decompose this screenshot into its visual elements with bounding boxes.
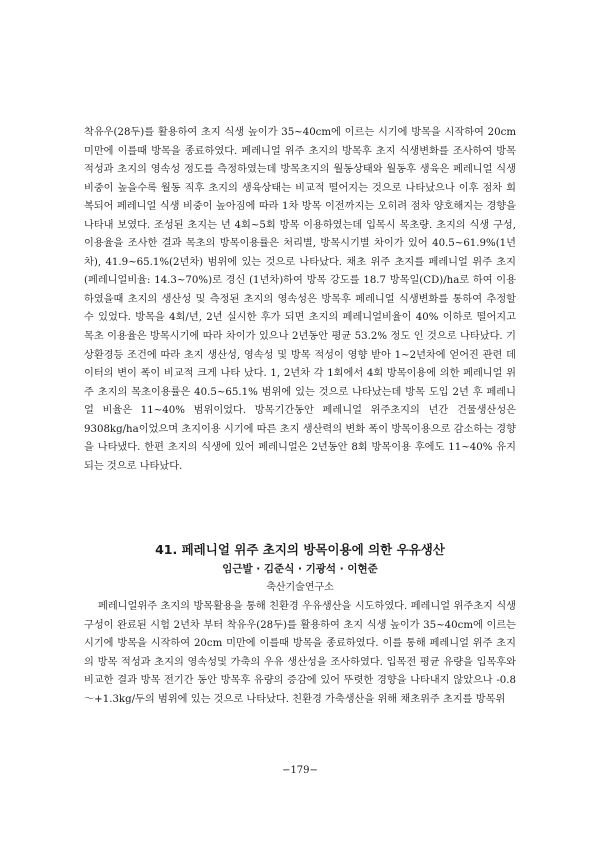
body-paragraph-continued: 착유우(28두)를 활용하여 초지 식생 높이가 35~40cm에 이르는 시기에 방목을 시작하여 20cm 미만에 이를때 방목을 종료하였다. 페레니얼 위주 초지의 방목후 초지 식생변화를 조사하여 방목 적성과 초지의 영속성 정도를 측정하였는데 방목초지의 월동상태와 월동후 생육은 페레니얼 식생 비중이 높을수록 월동 직후 초지의 생육상태는 비교적 떨어지는 것으로 나타났으나 이후 점차 회복되어 페레니얼 식생 비중이 높아짐에 따라 1차 방목 이전까지는 오히려 점차 양호해지는 경향을 나타내 보였다. 조성된 초지는 년 4회~5회 방목 이용하였는데 입목시 목초량. 초지의 식생 구성, 이용율을 조사한 결과 목초의 방목이용률은 처리별, 방목시기별 차이가 있어 40.5~61.9%(1년차), 41.9~65.1%(2년차) 범위에 있는 것으로 나타났다. 채초 위주 초지를 페레니얼 위주 초지(페레니얼비율: 14.3~70%)로 경신 (1년차)하여 방목 강도를 18.7 방목일(CD)/ha로 하여 이용하였을때 초지의 생산성 및 측정된 초지의 영속성은 방목후 페레니얼 식생변화를 통하여 추정할 수 있었다. 방목을 4회/년, 2년 실시한 후가 되면 초지의 페레니얼비율이 40% 이하로 떨어지고 목초 이용율은 방목시기에 따라 차이가 있으나 2년동안 평균 53.2% 정도 인 것으로 나타났다. 기상환경등 조건에 따라 초지 생산성, 영속성 및 방목 적성이 영향 받아 1~2년차에 얻어진 관련 데이터의 변이 폭이 비교적 크게 나타 났다. 1, 2년차 각 1회에서 4회 방목이용에 의한 페레니얼 위주 초지의 목초이용률은 40.5~65.1% 범위에 있는 것으로 나타났는데 방목 도입 2년 후 페레니얼 비율은 11~40% 범위이었다. 방목기간동안 페레니얼 위주초지의 년간 건물생산성은 9308kg/ha이었으며 초지이용 시기에 따른 초지 생산력의 변화 폭이 방목이용으로 감소하는 경향을 나타냈다. 한편 초지의 식생에 있어 페레니얼은 2년동안 8회 방목이용 후에도 11~40% 유지되는 것으로 나타났다. [84, 127, 516, 472]
page-number: −179− [282, 765, 318, 776]
author-list: 임근발 · 김준식 · 기광석 · 이현준 [222, 563, 378, 575]
abstract-paragraph: 페레니얼위주 초지의 방목활용을 통해 친환경 우유생산을 시도하였다. 페레니얼 위주초지 식생 구성이 완료된 시험 2년차 부터 착유우(28두)를 활용하여 초지 식생 높이가 35~40cm에 이르는 시기에 방목을 시작하여 20cm 미만에 이를때 방목을 종료하였다. 이를 통해 페레니얼 위주 초지의 방목 적성과 초지의 영속성및 가축의 우유 생산성을 조사하였다. 입목전 평균 유량을 입목후와 비교한 결과 방목 전기간 동안 방목후 유량의 증감에 있어 뚜렷한 경향을 나타내지 않았으나 -0.8～+1.3kg/두의 범위에 있는 것으로 나타났다. 친환경 가축생산을 위해 채초위주 초지를 방목위 [84, 601, 516, 705]
section-title: 41. 페레니얼 위주 초지의 방목이용에 의한 우유생산 [155, 542, 445, 557]
affiliation: 축산기술연구소 [266, 582, 334, 593]
